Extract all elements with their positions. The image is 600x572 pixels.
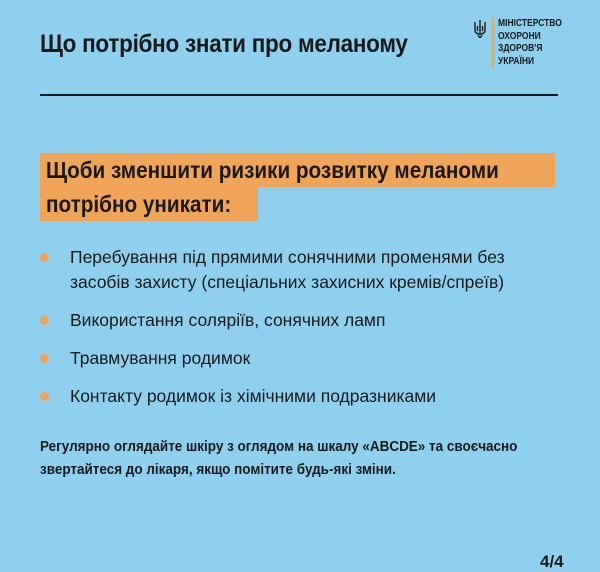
advice-note: Регулярно оглядайте шкіру з оглядом на шкалу «ABCDE» та своєчасно звертайтеся до лікаря, якщо помітите будь-які зміни. (40, 439, 518, 478)
heading-line: потрібно уникати: (46, 191, 232, 217)
page-title: Що потрібно знати про меланому (40, 30, 408, 58)
bullet-icon (40, 316, 49, 325)
heading-highlight (40, 153, 555, 187)
logo-line: МІНІСТЕРСТВО (498, 18, 562, 29)
ministry-logo (474, 18, 573, 68)
bullet-icon (40, 354, 49, 363)
logo-line: ОХОРОНИ (498, 30, 541, 42)
heading-highlight (40, 187, 258, 221)
section-heading (40, 153, 555, 221)
list-item (40, 384, 560, 409)
list-item (40, 346, 560, 371)
list-item-text: Контакту родимок із хімічними подразниками (70, 386, 437, 406)
logo-text (498, 18, 562, 68)
list-item-text: Травмування родимок (70, 348, 251, 368)
list-item (40, 245, 560, 295)
divider (40, 94, 558, 96)
bullet-icon (40, 392, 49, 401)
list-item (40, 308, 560, 333)
trident-icon (474, 20, 486, 38)
list-item-text: Перебування під прямими сонячними променями без засобів захисту (спеціальних захисних кремів/спреїв) (70, 247, 505, 292)
page-number: 4/4 (540, 552, 564, 571)
logo-accent-bar (492, 18, 494, 68)
logo-line: ЗДОРОВ'Я (498, 43, 543, 54)
avoid-list (40, 245, 560, 422)
list-item-text: Використання соляріїв, сонячних ламп (70, 310, 386, 330)
bullet-icon (40, 253, 49, 262)
heading-line: Щоби зменшити ризики розвитку меланоми (46, 157, 499, 183)
logo-line: УКРАЇНИ (498, 55, 535, 67)
